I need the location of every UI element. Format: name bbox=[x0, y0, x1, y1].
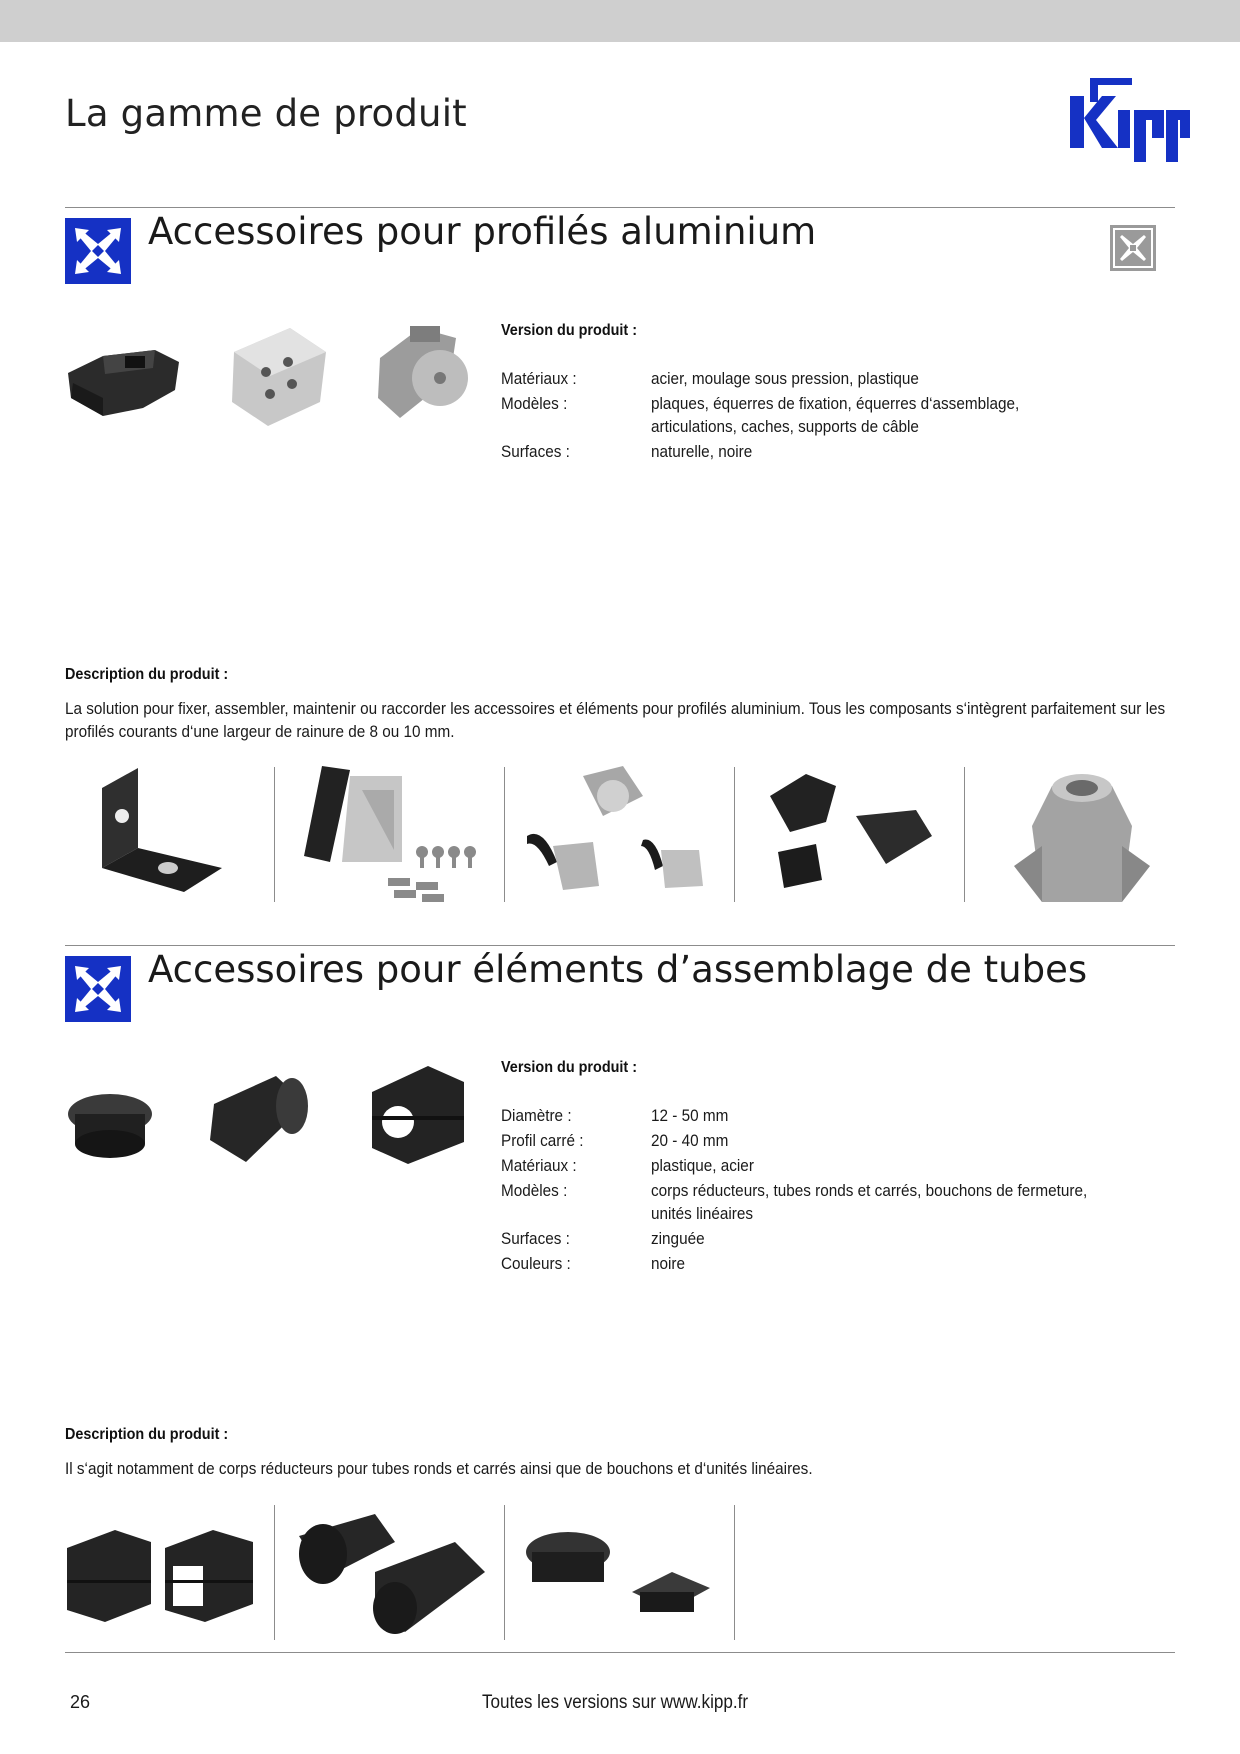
spec-row bbox=[501, 1104, 1181, 1127]
section-title-profiles: Accessoires pour profilés aluminium bbox=[148, 210, 817, 253]
spec-row bbox=[501, 1129, 1181, 1152]
spec-row bbox=[501, 1154, 1181, 1177]
top-bar bbox=[0, 0, 1240, 42]
spec-key: Surfaces : bbox=[501, 1229, 570, 1248]
gallery-divider bbox=[504, 1505, 505, 1640]
spec-row bbox=[501, 440, 1181, 463]
description-label: Description du produit : bbox=[65, 666, 229, 683]
section-title-tubes: Accessoires pour éléments d’assemblage de tubes bbox=[148, 948, 1088, 991]
gallery-divider bbox=[734, 767, 735, 902]
spec-value: acier, moulage sous pression, plastique bbox=[651, 369, 919, 388]
articulation-image bbox=[370, 318, 470, 428]
spec-key: Couleurs : bbox=[501, 1254, 571, 1273]
plate-image bbox=[230, 322, 330, 430]
cross-arrows-icon bbox=[65, 956, 131, 1022]
category-icon bbox=[1110, 225, 1156, 271]
cross-arrows-icon bbox=[65, 218, 131, 284]
square-tube-reducer-image bbox=[368, 1062, 468, 1166]
footer-link-text: Toutes les versions sur www.kipp.fr bbox=[482, 1692, 749, 1713]
caps-image bbox=[766, 766, 936, 906]
gallery-divider bbox=[504, 767, 505, 902]
description-body: La solution pour fixer, assembler, maintenir ou raccorder les accessoires et éléments pour profilés aluminium. Tous les composants s‘intègrent parfaitement sur les profilés courants d‘une largeur de rainure de 8 ou 10 mm. bbox=[65, 699, 1166, 741]
gallery-divider bbox=[274, 767, 275, 902]
spec-key: Matériaux : bbox=[501, 1156, 577, 1175]
gallery-divider bbox=[734, 1505, 735, 1640]
version-label: Version du produit : bbox=[501, 322, 637, 339]
spec-row bbox=[501, 1252, 1181, 1275]
spec-value: plaques, équerres de fixation, équerres d‘assemblage, articulations, caches, supports de câble bbox=[651, 394, 1020, 436]
spec-row bbox=[501, 1227, 1181, 1250]
footer-divider bbox=[65, 1652, 1175, 1653]
round-tube-reducer-image bbox=[206, 1074, 312, 1166]
spec-key: Modèles : bbox=[501, 394, 568, 413]
spec-key: Diamètre : bbox=[501, 1106, 572, 1125]
version-label: Version du produit : bbox=[501, 1059, 637, 1076]
spec-key: Matériaux : bbox=[501, 369, 577, 388]
cable-holder-image bbox=[63, 328, 181, 428]
square-reducers-image bbox=[65, 1528, 255, 1622]
page-title: La gamme de produit bbox=[65, 92, 467, 135]
spec-value: zinguée bbox=[651, 1229, 705, 1248]
round-reducers-image bbox=[295, 1512, 485, 1636]
spec-row bbox=[501, 1179, 1181, 1225]
assembly-bracket-image bbox=[302, 766, 482, 906]
spec-value: noire bbox=[651, 1254, 686, 1273]
description-label: Description du produit : bbox=[65, 1426, 229, 1443]
description-text bbox=[65, 697, 1185, 743]
gallery-divider bbox=[274, 1505, 275, 1640]
section-divider bbox=[65, 207, 1175, 208]
spec-list bbox=[501, 1104, 1181, 1277]
spec-key: Surfaces : bbox=[501, 442, 570, 461]
gallery-divider bbox=[964, 767, 965, 902]
kipp-logo bbox=[1068, 74, 1190, 166]
spec-value: naturelle, noire bbox=[651, 442, 753, 461]
description-body: Il s‘agit notamment de corps réducteurs pour tubes ronds et carrés ainsi que de bouchons et d‘unités linéaires. bbox=[65, 1459, 813, 1478]
section-divider bbox=[65, 945, 1175, 946]
spec-value: corps réducteurs, tubes ronds et carrés, bouchons de fermeture, unités linéaires bbox=[651, 1181, 1088, 1223]
spec-value: 20 - 40 mm bbox=[651, 1131, 729, 1150]
spec-row bbox=[501, 392, 1181, 438]
end-plugs-image bbox=[524, 1528, 714, 1618]
spec-value: 12 - 50 mm bbox=[651, 1106, 729, 1125]
spec-row bbox=[501, 367, 1181, 390]
spec-key: Profil carré : bbox=[501, 1131, 584, 1150]
spec-value: plastique, acier bbox=[651, 1156, 754, 1175]
joint-clamping-image bbox=[523, 766, 713, 906]
page-number: 26 bbox=[70, 1692, 91, 1712]
round-plug-image bbox=[65, 1092, 155, 1162]
description-text bbox=[65, 1457, 1185, 1480]
nut-image bbox=[1012, 766, 1152, 906]
fixing-bracket-image bbox=[98, 768, 223, 906]
spec-list bbox=[501, 367, 1181, 465]
spec-key: Modèles : bbox=[501, 1181, 568, 1200]
